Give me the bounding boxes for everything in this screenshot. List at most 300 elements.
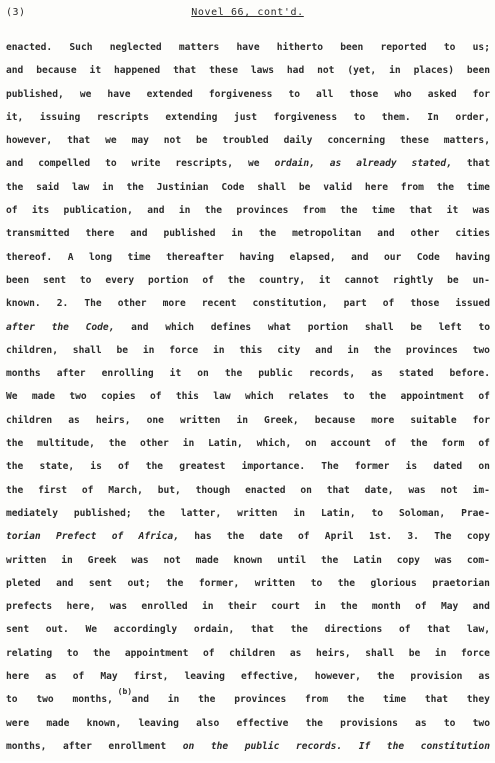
word: the	[305, 717, 323, 729]
word: the	[145, 461, 164, 473]
text-line	[6, 530, 490, 553]
word: as	[329, 158, 342, 170]
word: and	[147, 205, 165, 217]
word: that	[427, 624, 451, 636]
word: and	[6, 158, 24, 170]
word: the	[368, 391, 387, 403]
word: was	[472, 205, 490, 217]
word: glorious	[370, 577, 417, 589]
word: of	[81, 484, 94, 496]
word: after	[56, 368, 86, 380]
word: April	[324, 531, 354, 543]
word: issuing	[39, 111, 81, 123]
word: leaving	[138, 717, 179, 729]
word: A	[67, 251, 74, 263]
word: to	[288, 88, 300, 100]
word: their	[227, 601, 257, 613]
word: provisions	[340, 717, 398, 729]
word: Greek,	[264, 414, 299, 426]
word: the	[198, 694, 216, 706]
word: concerning	[327, 135, 386, 147]
word: which,	[256, 438, 292, 450]
word: stated,	[411, 158, 452, 170]
word: to	[353, 111, 366, 123]
word: of	[297, 531, 310, 543]
word: have	[107, 88, 131, 100]
word: heirs,	[316, 647, 351, 659]
word: issued	[455, 298, 490, 310]
word: there	[85, 228, 115, 240]
word: 2.	[56, 298, 69, 310]
word: the	[340, 205, 358, 217]
word: time	[383, 694, 407, 706]
word: from	[302, 205, 326, 217]
word: in	[434, 647, 447, 659]
word: cannot	[344, 274, 380, 286]
word: relates	[288, 391, 329, 403]
word: Justinian	[156, 181, 209, 193]
word: rightly	[392, 274, 434, 286]
word: accordingly	[113, 624, 178, 636]
word: made	[31, 391, 55, 403]
word: two	[36, 694, 54, 706]
word: it	[446, 205, 459, 217]
text-line	[6, 460, 490, 483]
word: to	[478, 321, 490, 333]
word: compelled	[38, 158, 91, 170]
word: to	[66, 647, 79, 659]
word: rescripts,	[175, 158, 234, 170]
text-line	[6, 344, 490, 367]
word: just	[233, 111, 258, 123]
word: Latin,	[320, 507, 356, 519]
word: months,	[6, 740, 47, 752]
word: thereafter	[166, 251, 224, 263]
word: pleted	[6, 577, 41, 589]
word: of	[111, 531, 124, 543]
word: two	[69, 391, 87, 403]
text-line	[6, 227, 490, 250]
word: country,	[258, 274, 306, 286]
word: extending	[165, 111, 218, 123]
word: provinces	[405, 344, 458, 356]
word: the	[224, 368, 243, 380]
word: but,	[157, 484, 181, 496]
word: is	[405, 461, 418, 473]
word: is	[90, 461, 102, 473]
word: children	[229, 647, 276, 659]
word: had	[286, 65, 305, 77]
footnote-anchor	[117, 687, 149, 716]
word: having	[239, 251, 274, 263]
word: In	[427, 111, 439, 123]
word: it	[318, 274, 331, 286]
word: enacted	[245, 484, 286, 496]
word: the	[51, 321, 69, 333]
word: and	[131, 694, 149, 706]
word: this	[175, 391, 199, 403]
word: on	[478, 461, 490, 473]
word: Soloman,	[398, 507, 446, 519]
word: heirs,	[95, 414, 131, 426]
word: however,	[6, 135, 53, 147]
word: law,	[466, 624, 490, 636]
word: suitable	[410, 414, 457, 426]
word: known	[233, 554, 263, 566]
word: and	[315, 344, 333, 356]
word: in	[314, 601, 326, 613]
word: to	[6, 694, 18, 706]
text-line	[6, 740, 490, 763]
word: shall	[72, 344, 102, 356]
word: on	[182, 740, 195, 752]
word: first	[38, 484, 68, 496]
word: the	[204, 205, 223, 217]
word: more	[371, 414, 395, 426]
word: here	[6, 671, 30, 683]
word: the	[6, 484, 24, 496]
word: to	[371, 507, 384, 519]
word: here	[364, 181, 389, 193]
word: the	[6, 438, 24, 450]
word: because	[36, 65, 77, 77]
word: of	[202, 274, 214, 286]
word: in	[389, 65, 401, 77]
word: from	[305, 694, 329, 706]
word: former,	[198, 577, 240, 589]
word: Prae-	[461, 507, 490, 519]
word: published;	[73, 507, 132, 519]
word: public	[244, 740, 280, 752]
word: to	[443, 717, 456, 729]
word: hitherto	[276, 42, 324, 53]
word: first,	[133, 671, 169, 683]
word: the	[6, 461, 24, 473]
text-line	[6, 600, 490, 623]
word: left	[438, 321, 462, 333]
word: that	[250, 624, 274, 636]
word: those	[410, 298, 440, 310]
word: the	[126, 181, 144, 193]
word: copy	[466, 531, 490, 543]
word: Prefect	[55, 531, 97, 543]
word: may	[131, 135, 149, 147]
word: 3.	[407, 531, 419, 543]
word: portion	[148, 274, 189, 286]
word: sent	[42, 274, 67, 286]
word: be	[298, 181, 311, 193]
word: as	[289, 647, 302, 659]
word: extended	[146, 88, 193, 100]
word: the	[258, 228, 277, 240]
word: force	[461, 647, 490, 659]
word: already	[356, 158, 397, 170]
text-line	[6, 251, 490, 274]
word: shall	[364, 321, 394, 333]
word: other	[139, 438, 169, 450]
word: on	[197, 368, 209, 380]
word: city	[277, 344, 301, 356]
word: in	[293, 507, 306, 519]
text-line	[6, 321, 490, 344]
word: that	[409, 205, 433, 217]
word: effective	[236, 717, 289, 729]
text-line	[6, 134, 490, 157]
word: Africa,	[138, 531, 179, 543]
word: out;	[127, 577, 151, 589]
word: court	[271, 601, 300, 613]
word: prefects	[6, 601, 53, 613]
word: laws	[250, 65, 274, 77]
word: valid	[323, 181, 353, 193]
word: and	[472, 601, 490, 613]
word: as	[371, 368, 383, 380]
word: we	[105, 135, 117, 147]
word: The	[321, 461, 339, 473]
word: relating	[6, 647, 53, 659]
word: reported	[380, 42, 427, 53]
word: asked	[427, 88, 457, 100]
word: which	[165, 321, 195, 333]
word: praetorian	[432, 577, 490, 589]
word: public	[258, 368, 293, 380]
word: the	[92, 647, 111, 659]
word: of	[478, 391, 490, 403]
word: the	[320, 554, 339, 566]
word: metropolitan	[292, 228, 362, 240]
word: having	[455, 251, 490, 263]
word: mediately	[6, 507, 58, 519]
word: it	[169, 368, 182, 380]
word: the	[147, 507, 165, 519]
word: and	[377, 228, 395, 240]
text-line	[6, 670, 490, 693]
word: sent	[6, 624, 30, 636]
word: of	[384, 438, 397, 450]
word: other	[117, 298, 147, 310]
word: its	[31, 205, 50, 217]
word: long	[88, 251, 113, 263]
word: Such	[69, 42, 93, 53]
word: as	[68, 414, 80, 426]
word: out.	[45, 624, 69, 636]
word: in	[347, 344, 359, 356]
word: for	[472, 414, 490, 426]
word: two	[472, 717, 490, 729]
running-title: Novel 66, cont'd.	[191, 7, 304, 18]
word: from	[400, 181, 424, 193]
word: we	[79, 88, 92, 100]
word: in	[102, 181, 114, 193]
text-line	[6, 577, 490, 600]
word: the	[226, 531, 245, 543]
word: account	[330, 438, 371, 450]
word: Latin	[353, 554, 382, 566]
word: been	[340, 42, 364, 53]
word: constitution	[420, 740, 490, 752]
word: be	[447, 274, 459, 286]
word: of	[6, 205, 18, 217]
word: torian	[6, 531, 41, 543]
word: enrollment	[108, 740, 167, 752]
word: importance.	[241, 461, 306, 473]
word: of	[202, 647, 215, 659]
word: order,	[455, 111, 490, 123]
text-line	[6, 111, 490, 134]
word: our	[383, 251, 402, 263]
word: of	[382, 298, 395, 310]
word: not	[163, 135, 182, 147]
word: not	[317, 65, 335, 77]
word: it,	[6, 111, 24, 123]
word: multitude,	[37, 438, 95, 450]
word: months,	[72, 694, 113, 706]
word: to	[443, 42, 456, 53]
word: in	[178, 205, 191, 217]
word: of	[118, 461, 130, 473]
word: sent	[88, 577, 113, 589]
word: in	[212, 344, 225, 356]
word: who	[394, 88, 412, 100]
word: and	[351, 251, 369, 263]
word: of	[72, 671, 85, 683]
text-line	[6, 157, 490, 180]
page-header	[0, 7, 495, 23]
word: written	[237, 507, 278, 519]
word: other	[410, 228, 440, 240]
word: in	[61, 554, 73, 566]
word: the	[410, 438, 428, 450]
word: made	[46, 717, 70, 729]
word: to	[79, 274, 92, 286]
word: enrolling	[101, 368, 154, 380]
word: that	[173, 65, 197, 77]
word: though	[195, 484, 231, 496]
word: If	[358, 740, 371, 752]
word: Latin,	[208, 438, 243, 450]
word: greatest	[179, 461, 226, 473]
word: which	[244, 391, 274, 403]
text-line	[6, 717, 490, 740]
word: constitution,	[252, 298, 328, 310]
word: have	[236, 42, 260, 53]
text-line	[6, 367, 490, 390]
word: also	[196, 717, 220, 729]
word: be	[408, 647, 421, 659]
word: shall	[365, 647, 395, 659]
word: and	[6, 65, 24, 77]
word: the	[337, 577, 356, 589]
word: children,	[6, 344, 58, 356]
text-line	[6, 204, 490, 227]
word: written	[254, 577, 296, 589]
text-line	[6, 64, 490, 87]
word: was	[109, 601, 128, 613]
word: that	[466, 158, 490, 170]
word: matters,	[443, 135, 490, 147]
word: of	[398, 624, 411, 636]
word: in	[231, 228, 243, 240]
word: more	[162, 298, 186, 310]
word: time	[371, 205, 395, 217]
body-text	[6, 41, 490, 763]
word: time	[127, 251, 151, 263]
text-line	[6, 390, 490, 413]
word: defines	[210, 321, 252, 333]
word: published,	[6, 88, 64, 100]
word: provision	[410, 671, 463, 683]
word: we	[247, 158, 260, 170]
text-line	[6, 507, 490, 530]
word: effective,	[240, 671, 299, 683]
word: us;	[472, 42, 490, 53]
word: of	[478, 438, 490, 450]
word: on	[305, 438, 317, 450]
word: on	[300, 484, 312, 496]
word: shall	[257, 181, 287, 193]
word: the	[6, 181, 24, 193]
word: as	[478, 671, 490, 683]
word: 1st.	[368, 531, 393, 543]
text-line	[6, 41, 490, 64]
word: (yet,	[347, 65, 377, 77]
word: the	[346, 694, 365, 706]
word: May	[440, 601, 459, 613]
word: Code	[221, 181, 245, 193]
word: the	[108, 438, 127, 450]
word: im-	[472, 484, 490, 496]
word: after	[6, 321, 35, 333]
word: un-	[472, 274, 490, 286]
word: recent	[201, 298, 237, 310]
word: enrolled	[141, 601, 188, 613]
word: known,	[86, 717, 122, 729]
word: be	[410, 321, 422, 333]
word: leaving	[184, 671, 225, 683]
word: until	[277, 554, 307, 566]
word: the	[436, 181, 455, 193]
word: the	[227, 274, 246, 286]
word: months	[6, 368, 41, 380]
word: before.	[449, 368, 490, 380]
word: matters	[178, 42, 220, 53]
word: records,	[308, 368, 356, 380]
word: elapsed,	[289, 251, 336, 263]
text-line	[6, 687, 490, 716]
word: as	[415, 717, 427, 729]
word: known.	[6, 298, 41, 310]
word: and	[130, 228, 148, 240]
word: March,	[108, 484, 143, 496]
word: them.	[381, 111, 411, 123]
word: it	[89, 65, 102, 77]
word: not	[163, 554, 181, 566]
word: for	[472, 88, 490, 100]
word: forgiveness	[273, 111, 338, 123]
word: the	[377, 671, 395, 683]
word: was	[408, 484, 426, 496]
text-line	[6, 484, 490, 507]
word: children	[6, 414, 53, 426]
text-line	[6, 554, 490, 577]
word: published	[163, 228, 216, 240]
word: form	[441, 438, 465, 450]
page-number: (3)	[6, 7, 26, 18]
word: made	[195, 554, 219, 566]
word: in	[201, 601, 214, 613]
word: this	[239, 344, 263, 356]
word: be	[116, 344, 129, 356]
